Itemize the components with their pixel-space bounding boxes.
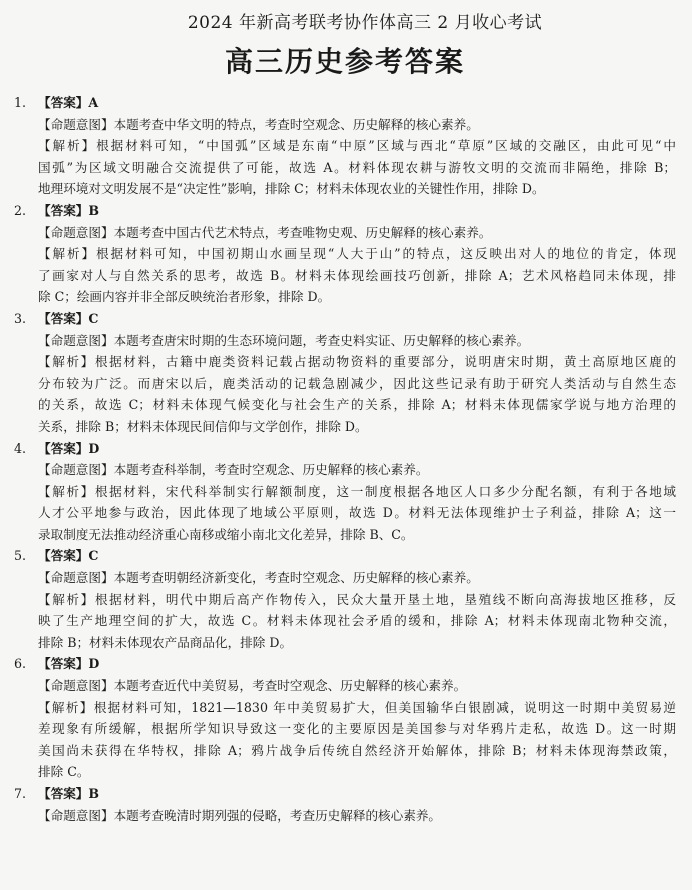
answer-line: 【答案】B [38, 786, 100, 801]
analysis-line: 的关系，故选 C；材料未体现气候变化与社会生产的关系，排除 A；材料未体现儒家学说与地方治理的 [38, 397, 676, 413]
question-item [14, 92, 676, 200]
analysis-line: 排除 C。 [38, 764, 90, 780]
question-item [14, 200, 676, 308]
analysis-line: 关系，排除 B；材料未体现民间信仰与文学创作，排除 D。 [38, 418, 368, 434]
question-number: 2. [14, 202, 27, 218]
question-item [14, 783, 676, 826]
exam-header: 2024 年新高考联考协作体高三 2 月收心考试 [187, 13, 543, 33]
page-title: 高三历史参考答案 [224, 45, 465, 78]
question-number: 4. [14, 440, 27, 456]
analysis-line: 【解析】根据材料，宋代科举制实行解额制度，这一制度根据各地区人口多少分配名额，有利于各地域 [38, 483, 676, 499]
intent-line: 【命题意图】本题考查中国古代艺术特点，考查唯物史观、历史解释的核心素养。 [38, 224, 492, 240]
question-number: 1. [14, 95, 27, 110]
analysis-line: 地理环境对文明发展不是“决定性”影响，排除 C；材料未体现农业的关键性作用，排除 D。 [38, 181, 545, 197]
analysis-line: 人才公平地参与政治，因此体现了地域公平原则，故选 D。材料无法体现维护士子利益，排除 A；这一 [38, 505, 676, 521]
analysis-line: 差现象有所缓解，根据所学知识导致这一变化的主要原因是美国参与对华鸦片走私，故选 D。这一时期 [38, 721, 676, 737]
question-item [14, 308, 676, 438]
analysis-line: 【解析】根据材料可知，“中国弧”区域是东南“中原”区域与西北“草原”区域的交融区，由此可见“中 [38, 138, 676, 154]
question-list [14, 92, 676, 826]
intent-line: 【命题意图】本题考查晚清时期列强的侵略，考查历史解释的核心素养。 [38, 807, 441, 823]
analysis-line: 国弧”为区域文明融合交流提供了可能，故选 A。材料体现农耕与游牧文明的交流而非隔绝，排除 B； [38, 159, 676, 175]
answer-line: 【答案】C [38, 548, 99, 564]
intent-line: 【命题意图】本题考查明朝经济新变化，考查时空观念、历史解释的核心素养。 [38, 570, 479, 586]
question-number: 7. [14, 786, 27, 801]
analysis-line: 映了生产地理空间的扩大，故选 C。材料未体现社会矛盾的缓和，排除 A；材料未体现南北物种交流， [38, 613, 676, 629]
answer-line: 【答案】C [38, 310, 99, 326]
analysis-line: 录取制度无法推动经济重心南移或缩小南北文化差异，排除 B、C。 [38, 526, 414, 542]
intent-line: 【命题意图】本题考查中华文明的特点，考查时空观念、历史解释的核心素养。 [38, 116, 479, 132]
question-number: 6. [14, 656, 27, 672]
answer-line: 【答案】D [38, 656, 100, 672]
question-number: 5. [14, 548, 27, 564]
question-item [14, 653, 676, 783]
intent-line: 【命题意图】本题考查近代中美贸易，考查时空观念、历史解释的核心素养。 [38, 678, 467, 694]
answer-line: 【答案】B [38, 202, 100, 218]
answer-line: 【答案】A [38, 95, 99, 110]
analysis-line: 【解析】根据材料可知，中国初期山水画呈现“人大于山”的特点，这反映出对人的地位的肯定，体现 [38, 246, 676, 262]
question-item [14, 545, 676, 653]
analysis-line: 【解析】根据材料，古籍中鹿类资料记载占据动物资料的重要部分，说明唐宋时期，黄土高原地区鹿的 [38, 354, 676, 370]
analysis-line: 了画家对人与自然关系的思考，故选 B。材料未体现绘画技巧创新，排除 A；艺术风格趋同未体现，排 [38, 267, 676, 283]
intent-line: 【命题意图】本题考查科举制，考查时空观念、历史解释的核心素养。 [38, 462, 429, 478]
intent-line: 【命题意图】本题考查唐宋时期的生态环境问题，考查史料实证、历史解释的核心素养。 [38, 332, 530, 348]
analysis-line: 排除 B；材料未体现农产品商品化，排除 D。 [38, 634, 293, 650]
analysis-line: 除 C；绘画内容并非全部反映统治者形象，排除 D。 [38, 289, 331, 305]
analysis-line: 美国尚未获得在华特权，排除 A；鸦片战争后传统自然经济开始解体，排除 B；材料未体现海禁政策， [38, 742, 676, 758]
question-item [14, 438, 676, 546]
analysis-line: 分布较为广泛。而唐宋以后，鹿类活动的记载急剧减少，因此这些记录有助于研究人类活动与自然生态 [38, 375, 676, 391]
answer-line: 【答案】D [38, 440, 100, 456]
analysis-line: 【解析】根据材料，明代中期后高产作物传入，民众大量开垦土地，垦殖线不断向高海拔地区推移，反 [38, 591, 676, 607]
analysis-line: 【解析】根据材料可知，1821—1830 年中美贸易扩大，但美国输华白银剧减，说明这一时期中美贸易逆 [38, 699, 676, 715]
question-number: 3. [14, 310, 27, 326]
